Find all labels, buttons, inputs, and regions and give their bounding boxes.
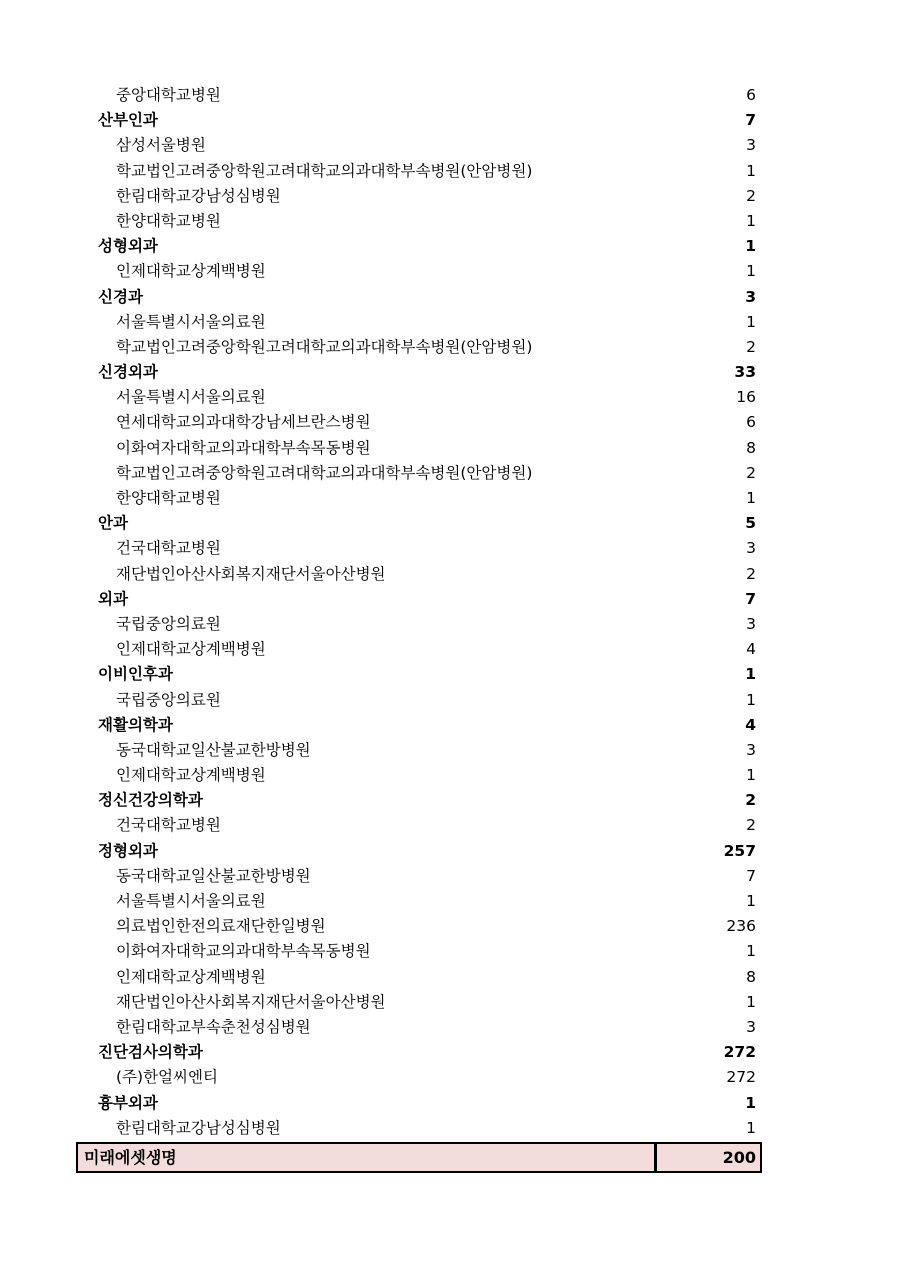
hospital-name: 이화여자대학교의과대학부속목동병원 bbox=[116, 942, 371, 961]
hospital-count: 6 bbox=[746, 413, 756, 432]
hospital-name: 한림대학교강남성심병원 bbox=[116, 186, 281, 205]
department-row bbox=[78, 108, 760, 133]
hospital-name: 인제대학교상계백병원 bbox=[116, 967, 266, 986]
hospital-name: 서울특별시서울의료원 bbox=[116, 892, 266, 910]
department-count: 33 bbox=[734, 363, 756, 382]
department-name: 외과 bbox=[98, 589, 128, 608]
hospital-count: 3 bbox=[746, 136, 756, 155]
hospital-count: 2 bbox=[746, 186, 756, 205]
hospital-name: 한림대학교강남성심병원 bbox=[116, 1118, 281, 1137]
department-name: 흉부외과 bbox=[98, 1093, 158, 1112]
company-total-row bbox=[76, 1142, 762, 1173]
hospital-row bbox=[78, 965, 760, 990]
department-name: 진단검사의학과 bbox=[98, 1043, 203, 1062]
department-name: 이비인후과 bbox=[98, 665, 173, 684]
department-count: 4 bbox=[745, 715, 756, 734]
hospital-row bbox=[78, 410, 760, 435]
hospital-row bbox=[78, 990, 760, 1015]
hospital-name: 서울특별시서울의료원 bbox=[116, 312, 266, 331]
department-count: 5 bbox=[745, 514, 756, 533]
hospital-row bbox=[78, 436, 760, 461]
hospital-row bbox=[78, 133, 760, 158]
hospital-row bbox=[78, 209, 760, 234]
hospital-row bbox=[78, 813, 760, 838]
hospital-count: 3 bbox=[746, 1017, 756, 1036]
hospital-count: 236 bbox=[726, 917, 756, 936]
department-row bbox=[78, 788, 760, 813]
report-table bbox=[78, 83, 760, 1141]
department-count: 3 bbox=[745, 287, 756, 306]
department-count: 1 bbox=[745, 237, 756, 256]
hospital-name: 의료법인한전의료재단한일병원 bbox=[116, 917, 326, 936]
hospital-count: 7 bbox=[746, 866, 756, 885]
department-count: 257 bbox=[723, 841, 756, 860]
hospital-row bbox=[78, 889, 760, 914]
hospital-name: 학교법인고려중앙학원고려대학교의과대학부속병원(안암병원) bbox=[116, 463, 533, 482]
hospital-count: 1 bbox=[746, 1118, 756, 1137]
hospital-row bbox=[78, 536, 760, 561]
hospital-count: 3 bbox=[746, 614, 756, 633]
hospital-count: 1 bbox=[746, 161, 756, 180]
hospital-count: 3 bbox=[746, 539, 756, 558]
hospital-name: 연세대학교의과대학강남세브란스병원 bbox=[116, 413, 371, 432]
hospital-count: 16 bbox=[736, 388, 756, 407]
hospital-name: 한양대학교병원 bbox=[116, 211, 221, 230]
department-name: 신경외과 bbox=[98, 363, 158, 382]
hospital-count: 272 bbox=[726, 1068, 756, 1087]
hospital-count: 1 bbox=[746, 992, 756, 1011]
department-name: 성형외과 bbox=[98, 237, 158, 256]
department-row bbox=[78, 839, 760, 864]
hospital-row bbox=[78, 486, 760, 511]
hospital-name: 서울특별시서울의료원 bbox=[116, 388, 266, 407]
hospital-name: 국립중앙의료원 bbox=[116, 614, 221, 633]
hospital-name: 건국대학교병원 bbox=[116, 539, 221, 558]
department-name: 정형외과 bbox=[98, 841, 158, 860]
department-count: 272 bbox=[723, 1043, 756, 1062]
hospital-row bbox=[78, 688, 760, 713]
department-row bbox=[78, 360, 760, 385]
hospital-row bbox=[78, 864, 760, 889]
department-name: 산부인과 bbox=[98, 111, 158, 130]
department-name: 신경과 bbox=[98, 287, 143, 306]
department-row bbox=[78, 1040, 760, 1065]
hospital-name: 한림대학교부속춘천성심병원 bbox=[116, 1017, 311, 1036]
hospital-count: 4 bbox=[746, 640, 756, 659]
department-row bbox=[78, 587, 760, 612]
hospital-count: 3 bbox=[746, 740, 756, 759]
hospital-name: 이화여자대학교의과대학부속목동병원 bbox=[116, 438, 371, 457]
hospital-count: 2 bbox=[746, 337, 756, 356]
hospital-count: 1 bbox=[746, 942, 756, 961]
hospital-name: 동국대학교일산불교한방병원 bbox=[116, 740, 311, 759]
hospital-name: 삼성서울병원 bbox=[116, 136, 206, 155]
hospital-row bbox=[78, 612, 760, 637]
hospital-count: 1 bbox=[746, 766, 756, 785]
department-count: 1 bbox=[745, 1093, 756, 1112]
hospital-row bbox=[78, 1065, 760, 1090]
department-count: 1 bbox=[745, 665, 756, 684]
hospital-count: 8 bbox=[746, 438, 756, 457]
department-row bbox=[78, 234, 760, 259]
department-name: 재활의학과 bbox=[98, 715, 173, 734]
hospital-name: 학교법인고려중앙학원고려대학교의과대학부속병원(안암병원) bbox=[116, 161, 533, 180]
hospital-row bbox=[78, 1015, 760, 1040]
company-name: 미래에셋생명 bbox=[84, 1148, 177, 1167]
department-row bbox=[78, 713, 760, 738]
hospital-row bbox=[78, 939, 760, 964]
hospital-row bbox=[78, 763, 760, 788]
hospital-count: 8 bbox=[746, 967, 756, 986]
department-name: 안과 bbox=[98, 514, 128, 533]
hospital-row bbox=[78, 83, 760, 108]
cell-divider bbox=[654, 1144, 657, 1171]
hospital-count: 1 bbox=[746, 312, 756, 331]
hospital-name: 인제대학교상계백병원 bbox=[116, 766, 266, 785]
hospital-count: 2 bbox=[746, 816, 756, 835]
hospital-row bbox=[78, 738, 760, 763]
hospital-count: 1 bbox=[746, 262, 756, 281]
hospital-count: 2 bbox=[746, 564, 756, 583]
hospital-row bbox=[78, 1116, 760, 1141]
hospital-row bbox=[78, 637, 760, 662]
hospital-row bbox=[78, 562, 760, 587]
hospital-name: 동국대학교일산불교한방병원 bbox=[116, 866, 311, 885]
hospital-row bbox=[78, 335, 760, 360]
hospital-name: 건국대학교병원 bbox=[116, 816, 221, 835]
hospital-row bbox=[78, 159, 760, 184]
hospital-row bbox=[78, 461, 760, 486]
hospital-name: 국립중앙의료원 bbox=[116, 690, 221, 709]
hospital-name: 한양대학교병원 bbox=[116, 489, 221, 507]
hospital-count: 1 bbox=[746, 211, 756, 230]
department-row bbox=[78, 662, 760, 687]
hospital-count: 1 bbox=[746, 690, 756, 709]
department-name: 정신건강의학과 bbox=[98, 791, 203, 810]
department-row bbox=[78, 1091, 760, 1116]
hospital-count: 1 bbox=[746, 892, 756, 910]
hospital-row bbox=[78, 385, 760, 410]
hospital-name: (주)한얼씨엔티 bbox=[116, 1068, 218, 1087]
department-count: 7 bbox=[745, 589, 756, 608]
hospital-name: 인제대학교상계백병원 bbox=[116, 262, 266, 281]
hospital-row bbox=[78, 184, 760, 209]
hospital-name: 인제대학교상계백병원 bbox=[116, 640, 266, 659]
hospital-row bbox=[78, 914, 760, 939]
hospital-count: 2 bbox=[746, 463, 756, 482]
hospital-name: 중앙대학교병원 bbox=[116, 86, 221, 104]
hospital-name: 재단법인아산사회복지재단서울아산병원 bbox=[116, 992, 386, 1011]
hospital-name: 재단법인아산사회복지재단서울아산병원 bbox=[116, 564, 386, 583]
department-count: 2 bbox=[745, 791, 756, 810]
hospital-count: 6 bbox=[746, 86, 756, 104]
department-count: 7 bbox=[745, 111, 756, 130]
hospital-row bbox=[78, 310, 760, 335]
department-row bbox=[78, 511, 760, 536]
hospital-name: 학교법인고려중앙학원고려대학교의과대학부속병원(안암병원) bbox=[116, 337, 533, 356]
hospital-row bbox=[78, 259, 760, 284]
company-total-count: 200 bbox=[722, 1148, 756, 1167]
hospital-count: 1 bbox=[746, 489, 756, 507]
department-row bbox=[78, 285, 760, 310]
